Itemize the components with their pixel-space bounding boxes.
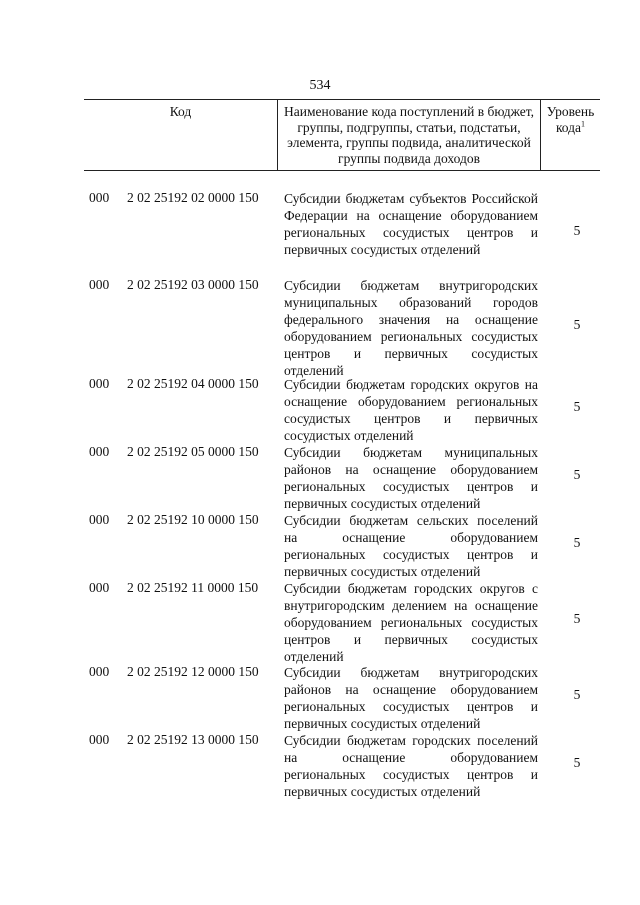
revenue-code: 2 02 25192 04 0000 150 (127, 376, 259, 391)
revenue-code: 2 02 25192 02 0000 150 (127, 190, 259, 205)
table-row (0, 376, 640, 444)
level-value: 5 (573, 611, 581, 626)
level-value: 5 (573, 687, 581, 702)
level-value: 5 (573, 317, 581, 332)
level-value: 5 (573, 535, 581, 550)
revenue-code: 2 02 25192 10 0000 150 (127, 512, 259, 527)
admin-code: 000 (89, 664, 110, 679)
revenue-name: Субсидии бюджетам городских округов на оснащение оборудованием региональных сосудистых центров и первичных сосудистых отделений (284, 377, 538, 443)
table-header (84, 99, 600, 171)
revenue-name: Субсидии бюджетам внутригородских муниципальных образований городов федерального значения на оснащение оборудованием региональных сосудистых центров и первичных сосудистых отделений (284, 278, 538, 378)
revenue-name: Субсидии бюджетам муниципальных районов на оснащение оборудованием региональных сосудистых центров и первичных сосудистых отделений (284, 445, 538, 511)
table-row (0, 732, 640, 800)
revenue-code: 2 02 25192 11 0000 150 (127, 580, 259, 595)
revenue-name: Субсидии бюджетам городских округов с внутригородским делением на оснащение оборудованием региональных сосудистых центров и первичных сосудистых отделений (284, 581, 538, 664)
revenue-code: 2 02 25192 13 0000 150 (127, 732, 259, 747)
admin-code: 000 (89, 277, 110, 292)
revenue-name: Субсидии бюджетам субъектов Российской Федерации на оснащение оборудованием региональных сосудистых центров и первичных сосудистых отделений (284, 191, 538, 257)
header-level-label: Уровень кода (546, 104, 595, 135)
level-value: 5 (573, 223, 581, 238)
table-row (0, 512, 640, 580)
table-row (0, 190, 640, 277)
revenue-name: Субсидии бюджетам сельских поселений на оснащение оборудованием региональных сосудистых центров и первичных сосудистых отделений (284, 513, 538, 579)
admin-code: 000 (89, 512, 110, 527)
revenue-name: Субсидии бюджетам внутригородских районов на оснащение оборудованием региональных сосудистых центров и первичных сосудистых отделений (284, 665, 538, 731)
level-value: 5 (573, 467, 581, 482)
revenue-name: Субсидии бюджетам городских поселений на оснащение оборудованием региональных сосудистых центров и первичных сосудистых отделений (284, 733, 538, 799)
admin-code: 000 (89, 190, 110, 205)
header-code: Код (84, 100, 278, 170)
level-value: 5 (573, 755, 581, 770)
revenue-code: 2 02 25192 12 0000 150 (127, 664, 259, 679)
admin-code: 000 (89, 444, 110, 459)
admin-code: 000 (89, 732, 110, 747)
level-value: 5 (573, 399, 581, 414)
revenue-code: 2 02 25192 03 0000 150 (127, 277, 259, 292)
revenue-code: 2 02 25192 05 0000 150 (127, 444, 259, 459)
page-number: 534 (309, 78, 331, 93)
header-level (541, 100, 600, 170)
header-name: Наименование кода поступлений в бюджет, группы, подгруппы, статьи, подстатьи, элемента, группы подвида, аналитической группы подвида доходов (278, 100, 541, 170)
table-body (0, 190, 640, 800)
table-row (0, 580, 640, 664)
table-row (0, 277, 640, 376)
table-row (0, 444, 640, 512)
admin-code: 000 (89, 376, 110, 391)
table-row (0, 664, 640, 732)
footnote-marker: 1 (581, 119, 586, 128)
admin-code: 000 (89, 580, 110, 595)
